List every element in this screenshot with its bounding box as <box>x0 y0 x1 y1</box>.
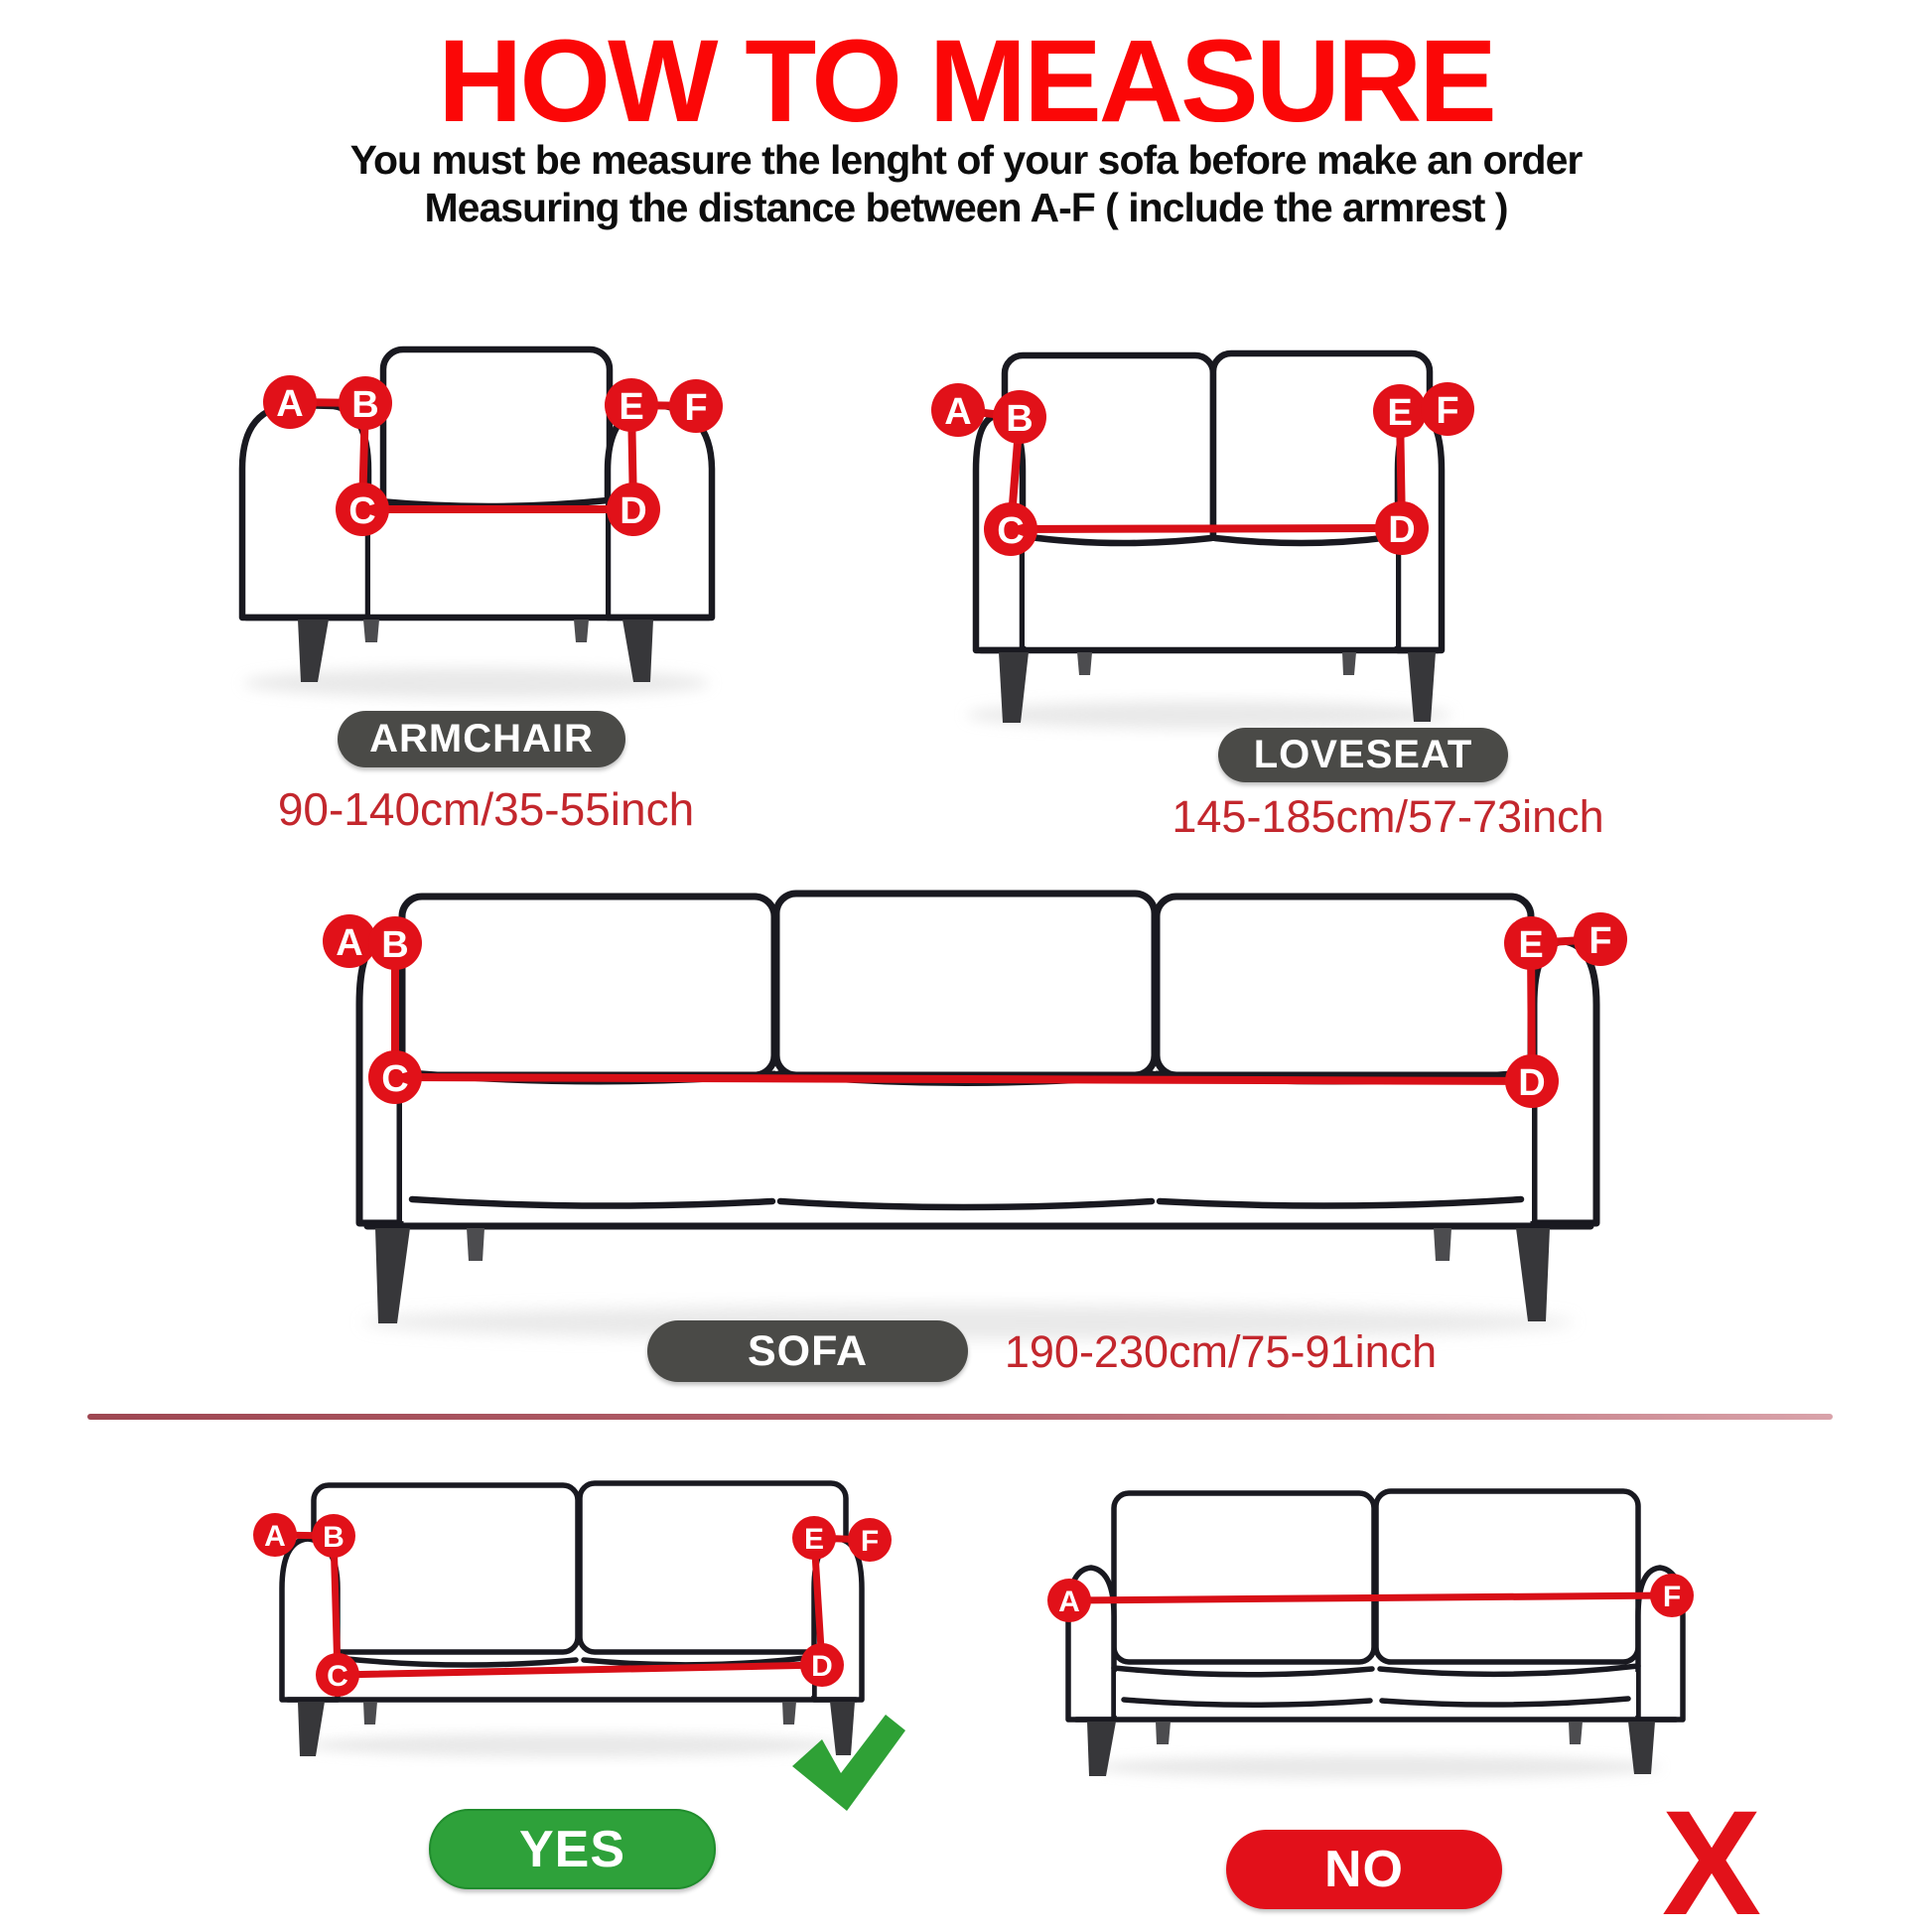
sofa-diagram <box>263 862 1663 1340</box>
yes-sofa-leg <box>782 1702 796 1725</box>
yes-badge <box>429 1809 716 1889</box>
point-b: B <box>323 1521 345 1554</box>
point-a: A <box>336 922 363 964</box>
point-c: C <box>348 490 376 532</box>
point-e: E <box>1387 392 1413 434</box>
point-f: F <box>1588 920 1612 962</box>
point-b: B <box>381 924 409 966</box>
loveseat-label-badge <box>1218 728 1508 782</box>
no-label: NO <box>1324 1841 1404 1898</box>
loveseat-leg <box>1342 652 1356 675</box>
point-b: B <box>1006 398 1034 440</box>
no-sofa-seat-line <box>1114 1668 1372 1675</box>
section-divider <box>87 1414 1833 1420</box>
point-f: F <box>1436 390 1459 432</box>
point-d: D <box>811 1650 833 1683</box>
no-sofa-shadow <box>1095 1755 1661 1779</box>
point-d: D <box>1388 509 1416 551</box>
sofa-leg <box>1434 1228 1451 1261</box>
loveseat-size-range: 145-185cm/57-73inch <box>1172 791 1604 842</box>
point-a: A <box>276 383 304 425</box>
point-a: A <box>944 391 972 433</box>
armchair-label: ARMCHAIR <box>369 717 594 760</box>
sofa-leg <box>1516 1228 1550 1321</box>
armchair-diagram <box>223 278 725 705</box>
yes-sofa-leg <box>363 1702 377 1725</box>
point-d: D <box>620 490 647 532</box>
armchair-leg <box>363 620 379 642</box>
point-c: C <box>327 1660 348 1693</box>
yes-sofa-backrest <box>580 1483 846 1652</box>
point-f: F <box>1662 1581 1682 1613</box>
sofa-leg <box>467 1228 484 1261</box>
point-f: F <box>860 1525 880 1558</box>
yes-sofa-seat-line <box>338 1658 576 1665</box>
sofa-backrest <box>776 894 1155 1075</box>
point-b: B <box>351 384 379 426</box>
loveseat-shadow <box>966 701 1452 729</box>
yes-label: YES <box>518 1820 626 1878</box>
sofa-size-range: 190-230cm/75-91inch <box>1004 1326 1438 1377</box>
point-c: C <box>997 510 1025 552</box>
no-sofa-leg <box>1569 1722 1583 1744</box>
armchair-size-range: 90-140cm/35-55inch <box>277 783 695 835</box>
yes-sofa-shadow <box>306 1733 842 1757</box>
cross-icon: X <box>1661 1779 1762 1932</box>
point-e: E <box>1518 924 1544 966</box>
point-f: F <box>684 387 708 429</box>
sofa-label-badge <box>647 1320 968 1382</box>
subtitle-line-1: You must be measure the lenght of your sofa before make an order <box>349 137 1583 183</box>
loveseat-leg <box>1077 652 1092 675</box>
point-e: E <box>619 386 644 428</box>
point-c: C <box>381 1058 409 1100</box>
yes-sofa-backrest <box>314 1485 578 1652</box>
no-sofa-backrest <box>1114 1493 1374 1662</box>
point-a: A <box>1058 1586 1080 1618</box>
no-sofa-leg <box>1156 1722 1171 1744</box>
sofa-leg <box>375 1228 410 1323</box>
loveseat-diagram <box>943 323 1484 750</box>
subtitle-line-2: Measuring the distance between A-F ( include the armrest ) <box>424 185 1508 230</box>
no-sofa-backrest <box>1376 1491 1638 1662</box>
loveseat-label: LOVESEAT <box>1253 733 1473 776</box>
no-badge <box>1226 1830 1502 1909</box>
no-measure-line <box>1069 1595 1672 1600</box>
armchair-label-badge <box>338 711 625 767</box>
point-d: D <box>1518 1062 1546 1104</box>
sofa-backrest <box>1157 897 1531 1075</box>
armchair-leg <box>574 620 589 642</box>
point-a: A <box>264 1520 286 1553</box>
yes-example-diagram <box>250 1467 917 1825</box>
point-e: E <box>803 1523 825 1556</box>
sofa-label: SOFA <box>747 1326 869 1375</box>
sofa-backrest <box>402 897 774 1075</box>
page-title: HOW TO MEASURE <box>438 16 1494 147</box>
